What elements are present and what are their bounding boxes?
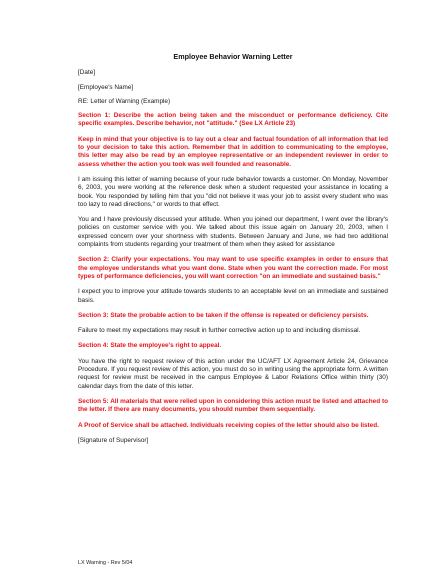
proof-of-service-instruction: A Proof of Service shall be attached. Individuals receiving copies of the letter should also be listed. (78, 421, 379, 429)
section-3-instruction: Section 3: State the probable action to be taken if the offense is repeated or deficiency persists. (78, 311, 369, 319)
paragraph-consequences: Failure to meet my expectations may result in further corrective action up to and including dismissal. (78, 327, 361, 335)
date-placeholder: [Date] (78, 69, 96, 77)
letter-body (78, 53, 388, 451)
section-4-instruction: Section 4: State the employee's right to appeal. (78, 342, 222, 350)
section-1-instruction: Section 1: Describe the action being taken and the misconduct or performance deficiency. Cite specific examples. Describe behavior, not "attitude." (See LX Article 23) (78, 112, 388, 128)
subject-line: RE: Letter of Warning (Example) (78, 97, 171, 105)
footer-revision: LX Warning - Rev 5/04 (78, 560, 133, 566)
objective-instruction: Keep in mind that your objective is to lay out a clear and factual foundation of all information that led to your decision to take this action. Remember that in addition to communicating to the employee, this letter may also be read by an employee representative or an independent reviewer in order to assess whether the action you took was well founded and reasonable. (78, 135, 388, 168)
employee-name-placeholder: [Employee's Name] (78, 83, 134, 91)
paragraph-prior-discussion: You and I have previously discussed your attitude. When you joined our department, I went over the library's policies on customer service with you. We talked about this issue again on January 20, 2003, when I expressed concern over your shortness with students. Between January and June, we had two additional complaints from students regarding your treatment of them when they asked for assistance (78, 216, 388, 249)
paragraph-expectations: I expect you to improve your attitude towards students to an acceptable level on an immediate and sustained basis. (78, 288, 388, 304)
section-5-instruction: Section 5: All materials that were relied upon in considering this action must be listed and attached to the letter. If there are many documents, you should number them sequentially. (78, 397, 388, 414)
document-title: Employee Behavior Warning Letter (173, 52, 293, 61)
section-2-instruction: Section 2: Clarify your expectations. You may want to use specific examples in order to ensure that the employee understands what you want done. State when you want the correction made. For most types of performance deficiencies, you will want correction "on an immediate and sustained basis." (78, 256, 388, 280)
paragraph-issuing-warning: I am issuing this letter of warning because of your rude behavior towards a customer. On Monday, November 6, 2003, you were working at the reference desk when a student requested your assistance in locating a book. You responded by telling him that you "did not believe it was your job to assist every student who was too lazy to read directions," or words to that effect. (78, 175, 388, 208)
paragraph-right-to-appeal: You have the right to request review of this action under the UC/AFT LX Agreement Article 24, Grievance Procedure. If you request review of this action, you must do so in writing using the appropriate form. A written request for review must be received in the campus Employee & Labor Relations Office within thirty (30) calendar days from the date of this letter. (78, 357, 388, 390)
signature-placeholder: [Signature of Supervisor] (78, 436, 149, 444)
